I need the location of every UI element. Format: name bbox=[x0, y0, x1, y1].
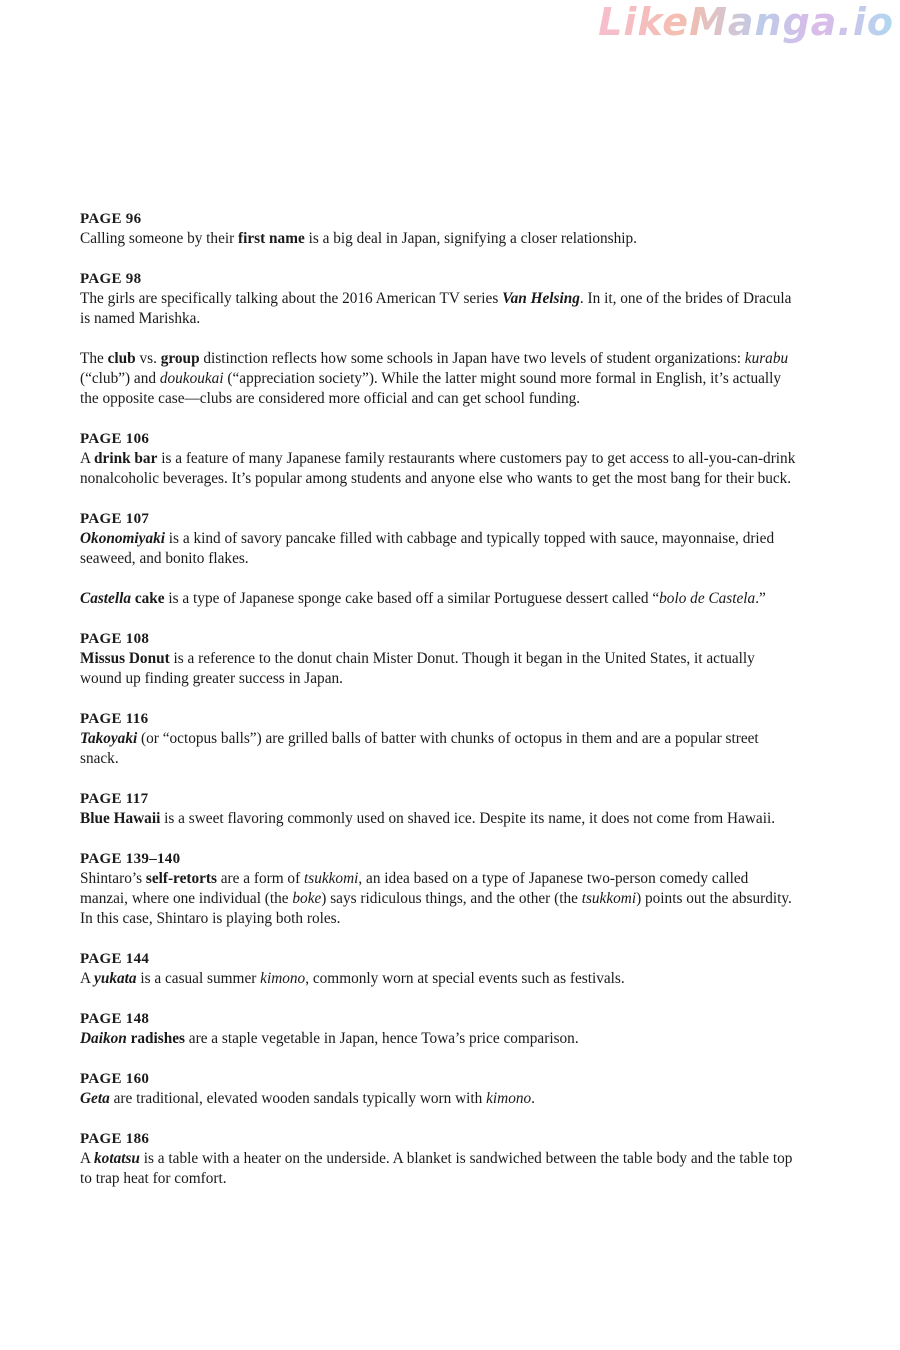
text-run: , commonly worn at special events such as festivals. bbox=[305, 970, 625, 987]
emphasized-term: Takoyaki bbox=[80, 730, 138, 747]
text-run: The girls are specifically talking about the 2016 American TV series bbox=[80, 290, 503, 307]
emphasized-term: first name bbox=[238, 230, 305, 247]
text-run: (“club”) and bbox=[80, 370, 160, 387]
note-heading: PAGE 144 bbox=[80, 951, 150, 967]
note-paragraph bbox=[80, 229, 800, 249]
translation-notes bbox=[80, 209, 800, 1209]
text-run: A bbox=[80, 450, 95, 467]
emphasized-term: group bbox=[160, 350, 200, 367]
note-paragraph bbox=[80, 289, 800, 329]
note-heading: PAGE 116 bbox=[80, 711, 149, 727]
text-run: (“appreciation society”). While the latter might sound more formal in English, it’s actually the opposite case—clubs are considered more official and can get school funding. bbox=[80, 370, 782, 407]
emphasized-term: Castella bbox=[80, 590, 131, 607]
note-paragraph bbox=[80, 449, 800, 489]
note-section bbox=[80, 849, 800, 929]
emphasized-term: Van Helsing bbox=[502, 290, 580, 307]
text-run: Shintaro’s bbox=[80, 870, 146, 887]
note-heading: PAGE 117 bbox=[80, 791, 149, 807]
note-paragraph bbox=[80, 349, 800, 409]
emphasized-term: kotatsu bbox=[94, 1150, 140, 1167]
text-run: is a casual summer bbox=[136, 970, 261, 987]
emphasized-term: radishes bbox=[130, 1030, 185, 1047]
text-run: Calling someone by their bbox=[80, 230, 239, 247]
note-section bbox=[80, 509, 800, 609]
text-run: A bbox=[80, 1150, 95, 1167]
text-run: A bbox=[80, 970, 95, 987]
note-paragraph bbox=[80, 729, 800, 769]
note-heading: PAGE 148 bbox=[80, 1011, 150, 1027]
note-paragraph bbox=[80, 1149, 800, 1189]
note-section bbox=[80, 1129, 800, 1189]
emphasized-term: boke bbox=[292, 890, 322, 907]
text-run: is a table with a heater on the underside. A blanket is sandwiched between the table body and the table top to trap heat for comfort. bbox=[80, 1150, 793, 1187]
note-heading: PAGE 139–140 bbox=[80, 851, 181, 867]
note-section bbox=[80, 709, 800, 769]
emphasized-term: bolo de Castela bbox=[659, 590, 756, 607]
emphasized-term: kurabu bbox=[744, 350, 789, 367]
note-paragraph bbox=[80, 1089, 800, 1109]
note-paragraph bbox=[80, 529, 800, 569]
text-run: is a sweet flavoring commonly used on shaved ice. Despite its name, it does not come from Hawaii. bbox=[160, 810, 776, 827]
note-paragraph bbox=[80, 809, 800, 829]
emphasized-term: tsukkomi bbox=[581, 890, 637, 907]
note-section bbox=[80, 269, 800, 409]
note-heading: PAGE 108 bbox=[80, 631, 150, 647]
emphasized-term: drink bar bbox=[94, 450, 158, 467]
watermark-logo: LikeManga.io bbox=[598, 0, 894, 44]
note-paragraph bbox=[80, 969, 800, 989]
emphasized-term: kimono bbox=[260, 970, 306, 987]
emphasized-term: Okonomiyaki bbox=[80, 530, 165, 547]
text-run: (or “octopus balls”) are grilled balls of batter with chunks of octopus in them and are a popular street snack. bbox=[80, 730, 759, 767]
note-paragraph bbox=[80, 1029, 800, 1049]
note-heading: PAGE 98 bbox=[80, 271, 142, 287]
text-run: . bbox=[531, 1090, 535, 1107]
emphasized-term: cake bbox=[134, 590, 165, 607]
note-paragraph bbox=[80, 869, 800, 929]
text-run: vs. bbox=[135, 350, 161, 367]
text-run: is a big deal in Japan, signifying a closer relationship. bbox=[304, 230, 637, 247]
emphasized-term: self-retorts bbox=[145, 870, 217, 887]
text-run: is a feature of many Japanese family restaurants where customers pay to get access to all-you-can-drink nonalcoholic beverages. It’s popular among students and anyone else who wants to get the most bang for their buck. bbox=[80, 450, 796, 487]
emphasized-term: kimono bbox=[486, 1090, 532, 1107]
emphasized-term: Geta bbox=[80, 1090, 110, 1107]
note-paragraph bbox=[80, 649, 800, 689]
note-paragraph bbox=[80, 589, 800, 609]
text-run: ) points out the absurdity. In this case, Shintaro is playing both roles. bbox=[80, 890, 792, 927]
note-section bbox=[80, 429, 800, 489]
text-run: , an idea based on a type of Japanese two-person comedy called manzai, where one individual (the bbox=[80, 870, 749, 907]
emphasized-term: Missus Donut bbox=[80, 650, 170, 667]
note-section bbox=[80, 1009, 800, 1049]
text-run: distinction reflects how some schools in Japan have two levels of student organizations: bbox=[199, 350, 745, 367]
note-heading: PAGE 107 bbox=[80, 511, 150, 527]
text-run: are traditional, elevated wooden sandals typically worn with bbox=[109, 1090, 487, 1107]
text-run: . In it, one of the brides of Dracula is named Marishka. bbox=[80, 290, 792, 327]
text-run: .” bbox=[755, 590, 766, 607]
text-run: ) says ridiculous things, and the other (the bbox=[321, 890, 582, 907]
text-run: is a reference to the donut chain Mister Donut. Though it began in the United States, it actually wound up finding greater success in Japan. bbox=[80, 650, 755, 687]
emphasized-term: doukoukai bbox=[159, 370, 224, 387]
note-heading: PAGE 160 bbox=[80, 1071, 150, 1087]
text-run: are a staple vegetable in Japan, hence Towa’s price comparison. bbox=[184, 1030, 579, 1047]
note-section bbox=[80, 789, 800, 829]
text-run: The bbox=[80, 350, 108, 367]
note-section bbox=[80, 1069, 800, 1109]
emphasized-term: Daikon bbox=[80, 1030, 127, 1047]
note-section bbox=[80, 209, 800, 249]
note-heading: PAGE 106 bbox=[80, 431, 150, 447]
text-run: are a form of bbox=[216, 870, 304, 887]
emphasized-term: club bbox=[107, 350, 136, 367]
note-heading: PAGE 186 bbox=[80, 1131, 150, 1147]
text-run: is a type of Japanese sponge cake based off a similar Portuguese dessert called “ bbox=[164, 590, 660, 607]
text-run: is a kind of savory pancake filled with cabbage and typically topped with sauce, mayonnaise, dried seaweed, and bonito flakes. bbox=[80, 530, 775, 567]
emphasized-term: tsukkomi bbox=[304, 870, 359, 887]
note-heading: PAGE 96 bbox=[80, 211, 142, 227]
emphasized-term: Blue Hawaii bbox=[80, 810, 161, 827]
emphasized-term: yukata bbox=[94, 970, 137, 987]
note-section bbox=[80, 629, 800, 689]
note-section bbox=[80, 949, 800, 989]
